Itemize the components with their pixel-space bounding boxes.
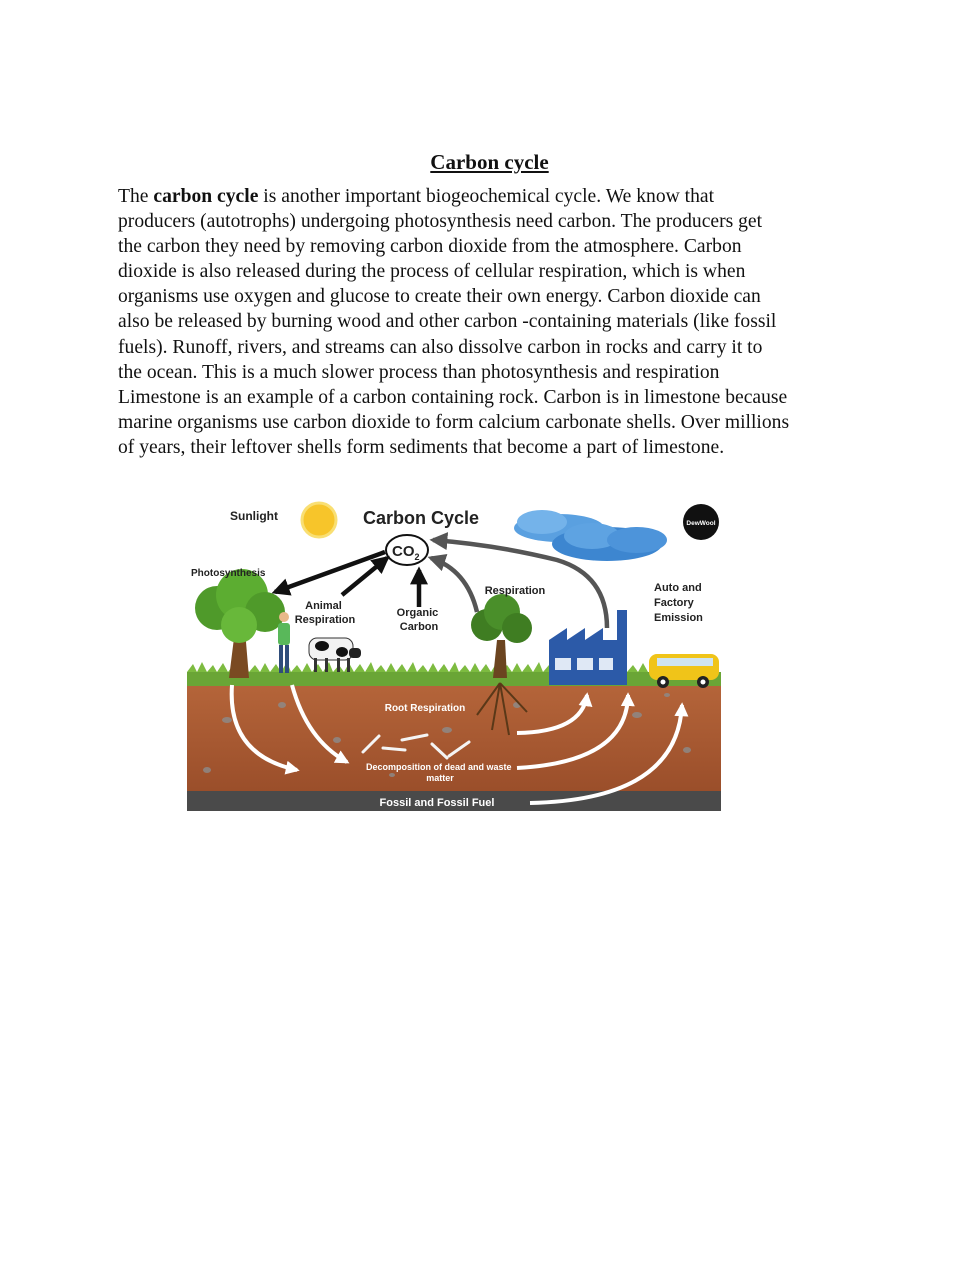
grass-strip [187, 672, 721, 686]
root-respiration-label: Root Respiration [384, 703, 466, 714]
diagram-canvas [187, 500, 721, 811]
paragraph-line: organisms use oxygen and glucose to create their own energy. Carbon dioxide can [118, 286, 761, 308]
sun-icon [302, 503, 336, 537]
decomposition-label: Decomposition of dead and waste matter [365, 762, 512, 783]
respiration-label: Respiration [484, 585, 546, 597]
paragraph-line: of years, their leftover shells form sediments that become a part of limestone. [118, 436, 725, 458]
paragraph-line: Limestone is an example of a carbon containing rock. Carbon is in limestone because [118, 386, 788, 408]
paragraph-line: the ocean. This is a much slower process than photosynthesis and respiration [118, 361, 720, 383]
paragraph-line: fuels). Runoff, rivers, and streams can also dissolve carbon in rocks and carry it to [118, 336, 763, 358]
photosynthesis-label: Photosynthesis [191, 568, 266, 579]
paragraph-line: dioxide is also released during the process of cellular respiration, which is when [118, 261, 746, 283]
paragraph-line: marine organisms use carbon dioxide to form calcium carbonate shells. Over millions [118, 411, 790, 433]
bold-term: carbon cycle [153, 186, 259, 207]
line-text: is another important biogeochemical cycle. We know that [258, 186, 715, 207]
animal-respiration-label: Animal Respiration [294, 600, 356, 626]
sunlight-label: Sunlight [230, 509, 278, 523]
logo-text: DewWool [686, 520, 716, 527]
paragraph-line: the carbon they need by removing carbon dioxide from the atmosphere. Carbon [118, 236, 742, 258]
paragraph-line: also be released by burning wood and other carbon -containing materials (like fossil [118, 311, 777, 333]
fossil-fuel-label: Fossil and Fossil Fuel [379, 797, 495, 809]
emission-label: Auto and Factory Emission [654, 582, 703, 624]
paragraph-line [118, 184, 878, 209]
body-paragraph [118, 184, 878, 460]
organic-carbon-label: Organic Carbon [396, 607, 439, 633]
carbon-cycle-diagram [187, 500, 721, 811]
diagram-title: Carbon Cycle [362, 508, 480, 528]
paragraph-line: producers (autotrophs) undergoing photosynthesis need carbon. The producers get [118, 211, 763, 233]
page-title: Carbon cycle [430, 150, 549, 174]
co2-label: $CO_2$ [392, 543, 420, 562]
line-text: The [118, 186, 154, 207]
